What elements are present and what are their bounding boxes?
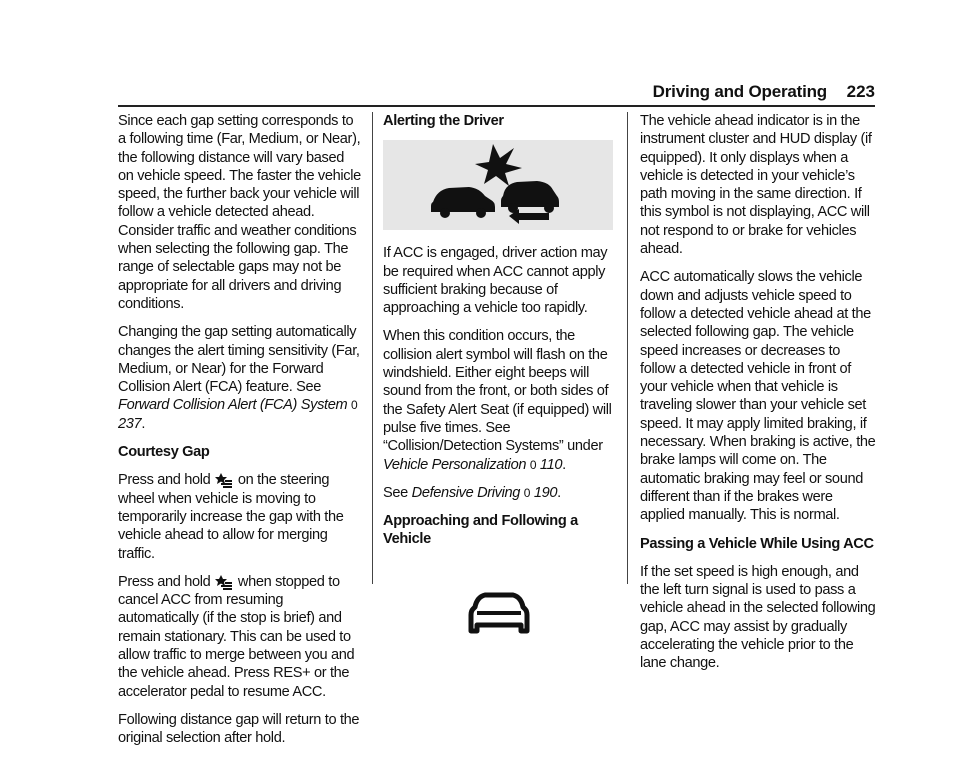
column-2 (383, 112, 615, 643)
paragraph: Following distance gap will return to the original selection after hold. (118, 711, 360, 747)
subheading: Approaching and Following a Vehicle (383, 513, 578, 548)
paragraph: ACC automatically slows the vehicle down and adjusts vehicle speed to follow a detected vehicle ahead at the selected following gap. The vehicle speed increases or decreases to follow a detected vehicle in front of your vehicle when that vehicle is traveling slower than your vehicle set speed. It may apply limited braking, if necessary. When braking is active, the brake lamps will come on. The automatic braking may feel or sound different than if the brakes were applied manually. This is normal. (640, 269, 876, 524)
page-reference[interactable]: 190 (533, 484, 558, 501)
subheading: Alerting the Driver (383, 113, 504, 129)
paragraph: If ACC is engaged, driver action may be required when ACC cannot apply sufficient braking because of approaching a vehicle too rapidly. (383, 245, 608, 317)
collision-alert-icon (383, 140, 613, 230)
vehicle-ahead-icon (383, 583, 615, 643)
page-ref-arrow-icon: 0 (351, 398, 358, 413)
page-header (600, 82, 875, 104)
subheading: Passing a Vehicle While Using ACC (640, 535, 874, 552)
column-3 (640, 112, 876, 683)
page-reference[interactable]: 110 (539, 456, 563, 473)
paragraph: Press and hold when stopped to cancel ACC from resuming automatically (if the stop is brief) and remain stationary. This can be used to allow traffic to merge between you and the vehicle ahead. Press RES+ or the accelerator pedal to resume ACC. (118, 573, 355, 700)
cross-reference-link[interactable]: Forward Collision Alert (FCA) System (118, 397, 348, 414)
paragraph: If the set speed is high enough, and the left turn signal is used to pass a vehicle ahead in the selected following gap, ACC may assist by gradually accelerating the vehicle prior to the lane change. (640, 563, 876, 672)
subheading: Courtesy Gap (118, 444, 210, 461)
cross-reference-link[interactable]: Defensive Driving (411, 484, 521, 501)
page-ref-arrow-icon: 0 (529, 457, 537, 472)
column-1 (118, 112, 363, 758)
gap-button-icon (215, 472, 233, 488)
paragraph: The vehicle ahead indicator is in the instrument cluster and HUD display (if equipped). It only displays when a vehicle is detected in your vehicle’s path moving in the same direction. If this symbol is not displaying, ACC will not respond to or brake for vehicles ahead. (640, 113, 872, 258)
paragraph: Press and hold on the steering wheel when vehicle is moving to temporarily increase the gap with the vehicle ahead to allow for merging traffic. (118, 472, 344, 562)
gap-button-icon (215, 574, 233, 590)
page-number: 223 (846, 82, 875, 101)
vehicle-ahead-figure (383, 583, 615, 643)
paragraph: Changing the gap setting automatically changes the alert timing sensitivity (Far, Medium, or Near) for the Forward Collision Alert (FCA) feature. See Forward Collision Alert (FCA) System 0 237. (118, 324, 360, 432)
column-divider (372, 112, 373, 584)
collision-alert-figure (383, 140, 613, 230)
paragraph: When this condition occurs, the collision alert symbol will flash on the windshield. Either eight beeps will sound from the front, or both sides of the Safety Alert Seat (if equipped) will pulse five times. See “Collision/Detection Systems” under Vehicle Personalization 0 110. (383, 328, 612, 473)
paragraph: Since each gap setting corresponds to a following time (Far, Medium, or Near), the following distance will vary based on vehicle speed. The faster the vehicle speed, the further back your vehicle will follow a vehicle detected ahead. Consider traffic and weather conditions when selecting the following gap. The range of selectable gaps may not be appropriate for all drivers and driving conditions. (118, 113, 361, 312)
page-ref-arrow-icon: 0 (523, 485, 531, 500)
column-divider (627, 112, 628, 584)
cross-reference-link[interactable]: Vehicle Personalization (383, 456, 527, 473)
header-rule (118, 105, 875, 107)
page-reference[interactable]: 237 (118, 415, 142, 432)
paragraph: See Defensive Driving 0 190. (383, 484, 561, 501)
section-title: Driving and Operating (652, 82, 827, 101)
